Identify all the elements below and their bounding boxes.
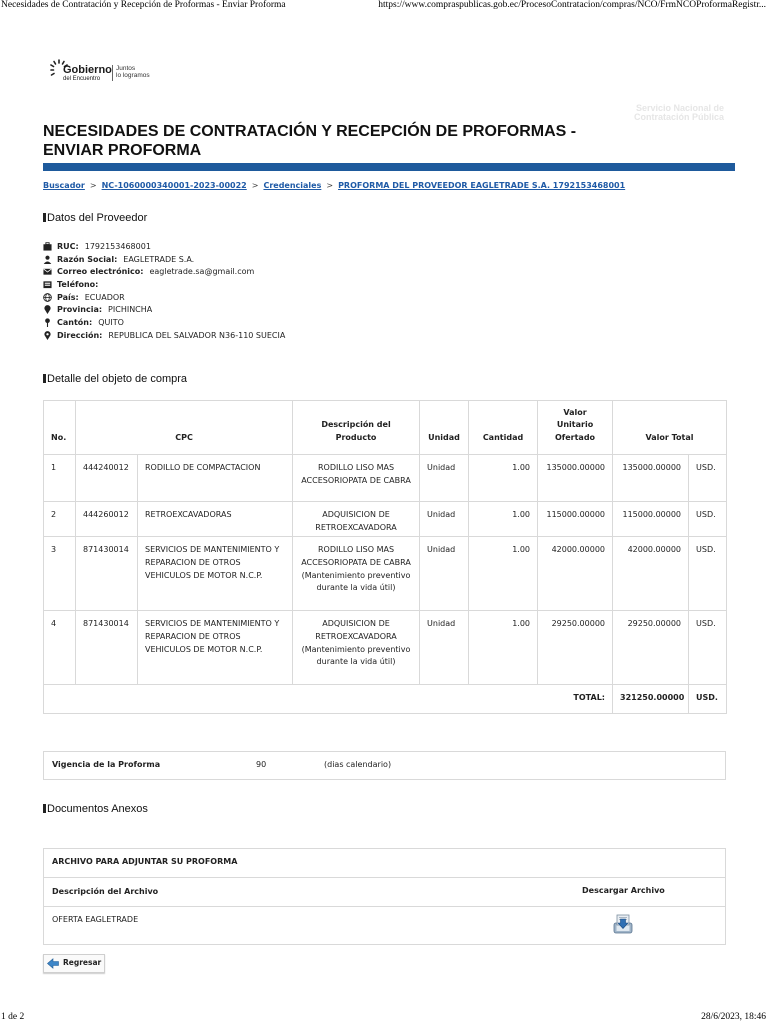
breadcrumb-separator: > [251,181,259,190]
validity-label: Vigencia de la Proforma [52,760,161,769]
logo-divider [112,65,113,81]
total-label: TOTAL: [44,685,613,714]
provider-email-value: eagletrade.sa@gmail.com [149,267,255,277]
document-name: OFERTA EAGLETRADE [52,915,139,924]
cell-cpc: 871430014 [76,537,138,611]
provider-province [43,303,285,316]
logo-slogan-1: Juntos [116,65,136,72]
logo-line-2: del Encuentro [63,76,101,82]
back-arrow-icon [47,958,59,969]
provider-canton-value: QUITO [98,317,124,327]
cell-total: 29250.00000 [613,611,689,685]
documents-table [43,848,726,945]
cell-cpc-desc: SERVICIOS DE MANTENIMIENTO Y REPARACION DE OTROS VEHICULOS DE MOTOR N.C.P. [138,611,293,685]
cell-qty: 1.00 [469,537,538,611]
provider-country [43,291,285,304]
download-icon[interactable] [613,914,633,934]
cell-no: 2 [44,502,76,537]
cell-qty: 1.00 [469,455,538,502]
print-footer [0,1010,768,1024]
col-file-description: Descripción del Archivo [52,887,159,896]
provider-razon-value: EAGLETRADE S.A. [123,254,195,264]
cell-currency: USD. [689,611,727,685]
print-header-url: https://www.compraspublicas.gob.ec/ProcesoContratacion/compras/NCO/FrmNCOProformaRegistr... [378,0,766,10]
provider-country-value: ECUADOR [84,292,125,302]
provider-email [43,265,285,278]
provider-address-label: Dirección: [57,330,103,340]
provider-province-label: Provincia: [57,305,103,315]
provider-canton [43,316,285,329]
validity-unit: (dias calendario) [324,760,392,769]
table-row [44,502,727,537]
documents-box-title [44,849,725,878]
cell-cpc-desc: SERVICIOS DE MANTENIMIENTO Y REPARACION DE OTROS VEHICULOS DE MOTOR N.C.P. [138,537,293,611]
cell-product: ADQUISICION DE RETROEXCAVADORA [293,502,420,537]
logo-slogan [116,65,150,79]
breadcrumb-separator: > [326,181,334,190]
cell-product: RODILLO LISO MAS ACCESORIOPATA DE CABRA (Mantenimiento preventivo durante la vida útil) [293,537,420,611]
validity-box [43,751,726,780]
provider-ruc-value: 1792153468001 [84,241,151,251]
col-total: Valor Total [613,401,727,455]
back-button[interactable] [43,954,105,973]
documents-box-title-text: ARCHIVO PARA ADJUNTAR SU PROFORMA [52,857,238,866]
provider-phone [43,278,285,291]
col-download: Descargar Archivo [582,886,665,895]
back-button-label: Regresar [63,958,102,967]
cell-currency: USD. [689,537,727,611]
provider-canton-label: Cantón: [57,317,93,327]
globe-icon [43,293,52,302]
table-total-row [44,685,727,714]
provider-heading [43,212,147,224]
cell-cpc-desc: RETROEXCAVADORAS [138,502,293,537]
cell-cpc: 444240012 [76,455,138,502]
page-title: NECESIDADES DE CONTRATACIÓN Y RECEPCIÓN DE PROFORMAS - ENVIAR PROFORMA [43,123,577,159]
heading-marker [43,804,46,813]
print-footer-datetime: 28/6/2023, 18:46 [701,1012,766,1022]
gobierno-logo [50,58,160,88]
heading-marker [43,374,46,383]
print-header-title: Necesidades de Contratación y Recepción de Proformas - Enviar Proforma [1,0,286,10]
cell-no: 3 [44,537,76,611]
cell-unit: Unidad [420,455,469,502]
cell-cpc: 871430014 [76,611,138,685]
breadcrumb-credenciales[interactable]: Credenciales [263,181,322,190]
provider-email-label: Correo electrónico: [57,267,144,277]
table-row [44,537,727,611]
cell-price: 135000.00000 [538,455,613,502]
cell-no: 1 [44,455,76,502]
items-table [43,400,727,714]
print-footer-page: 1 de 2 [1,1012,25,1022]
cell-price: 115000.00000 [538,502,613,537]
breadcrumb-separator: > [89,181,97,190]
breadcrumb-buscador[interactable]: Buscador [43,181,85,190]
cell-unit: Unidad [420,611,469,685]
logo-slogan-2: lo logramos [116,72,150,79]
document-row [44,907,725,944]
sercop-watermark [634,104,724,122]
location-icon [43,331,52,340]
map-marker-icon [43,305,52,314]
provider-razon-social [43,253,285,266]
breadcrumb [43,181,625,190]
pin-icon [43,318,52,327]
provider-details [43,240,285,342]
col-description: Descripción del Producto [293,401,420,455]
detail-heading [43,373,187,385]
provider-ruc [43,240,285,253]
total-value: 321250.00000 [613,685,689,714]
cell-no: 4 [44,611,76,685]
cell-price: 29250.00000 [538,611,613,685]
validity-value: 90 [256,760,267,769]
cell-unit: Unidad [420,537,469,611]
watermark-line-1: Servicio Nacional de [635,103,724,113]
cell-product: ADQUISICION DE RETROEXCAVADORA (Mantenimiento preventivo durante la vida útil) [293,611,420,685]
provider-address-value: REPUBLICA DEL SALVADOR N36-110 SUECIA [108,330,286,340]
provider-country-label: País: [57,292,79,302]
provider-ruc-label: RUC: [57,241,79,251]
user-icon [43,255,52,264]
heading-marker [43,213,46,222]
provider-phone-label: Teléfono: [57,279,99,289]
cell-product: RODILLO LISO MAS ACCESORIOPATA DE CABRA [293,455,420,502]
breadcrumb-proforma[interactable]: PROFORMA DEL PROVEEDOR EAGLETRADE S.A. 1792153468001 [338,181,626,190]
col-cpc: CPC [76,401,293,455]
cell-currency: USD. [689,455,727,502]
cell-price: 42000.00000 [538,537,613,611]
envelope-icon [43,267,52,276]
col-quantity: Cantidad [469,401,538,455]
cell-total: 135000.00000 [613,455,689,502]
cell-unit: Unidad [420,502,469,537]
col-unit-price: Valor Unitario Ofertado [538,401,613,455]
cell-total: 115000.00000 [613,502,689,537]
col-no: No. [44,401,76,455]
breadcrumb-process[interactable]: NC-1060000340001-2023-00022 [101,181,247,190]
documents-heading [43,803,148,815]
logo-line-1: Gobierno [63,64,112,76]
provider-address [43,329,285,342]
title-bar [43,163,735,171]
cell-cpc: 444260012 [76,502,138,537]
cell-qty: 1.00 [469,611,538,685]
provider-razon-label: Razón Social: [57,254,118,264]
table-row [44,455,727,502]
cell-cpc-desc: RODILLO DE COMPACTACION [138,455,293,502]
cell-qty: 1.00 [469,502,538,537]
provider-heading-text: Datos del Proveedor [47,212,148,224]
phone-icon [43,280,52,289]
documents-heading-text: Documentos Anexos [47,803,148,815]
briefcase-icon [43,242,52,251]
cell-currency: USD. [689,502,727,537]
detail-heading-text: Detalle del objeto de compra [47,373,188,385]
provider-province-value: PICHINCHA [108,305,153,315]
documents-columns [44,878,725,907]
print-header [0,0,768,14]
watermark-line-2: Contratación Pública [633,112,724,122]
col-unit: Unidad [420,401,469,455]
table-row [44,611,727,685]
total-currency: USD. [689,685,727,714]
cell-total: 42000.00000 [613,537,689,611]
table-header-row [44,401,727,455]
